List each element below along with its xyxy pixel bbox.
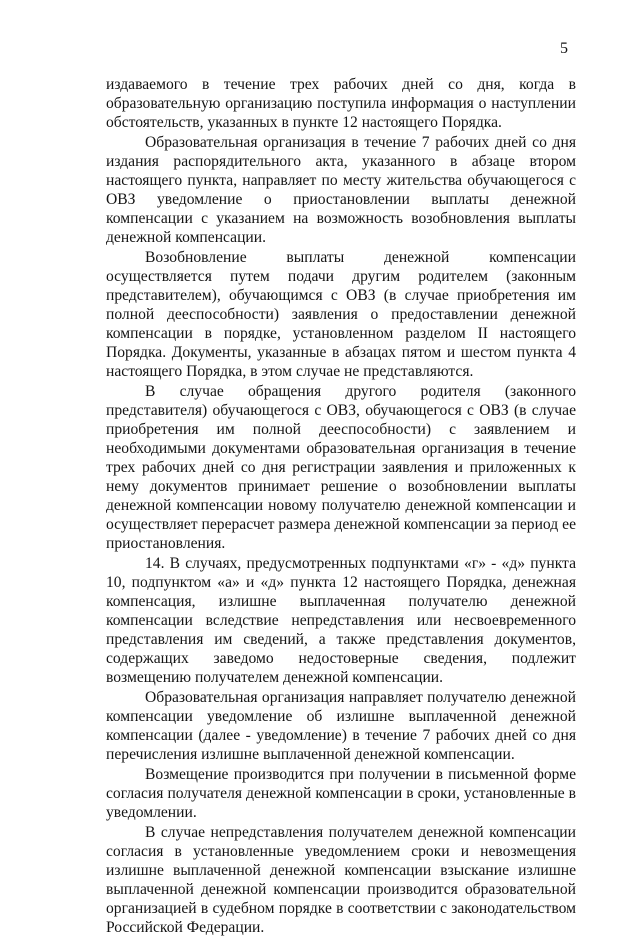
- paragraph-other-parent-request: В случае обращения другого родителя (законного представителя) обучающегося с ОВЗ, обучающегося с ОВЗ (в случае приобретения им полной дееспособности) с заявлением и необходимыми документами образовательная организация в течение трех рабочих дней со дня регистрации заявления и приложенных к нему документов принимает решение о возобновлении выплаты денежной компенсации новому получателю денежной компенсации и осуществляет перерасчет размера денежной компенсации за период ее приостановления.: [106, 383, 576, 552]
- paragraph-notification-suspension: Образовательная организация в течение 7 рабочих дней со дня издания распорядительного акта, указанного в абзаце втором настоящего пункта, направляет по месту жительства обучающегося с ОВЗ уведомление о приостановлении выплаты денежной компенсации с указанием на возможность возобновления выплаты денежной компенсации.: [106, 134, 576, 246]
- document-body: [106, 75, 576, 937]
- paragraph-resumption: Возобновление выплаты денежной компенсации осуществляется путем подачи другим родителем (законным представителем), обучающимся с ОВЗ (в случае приобретения им полной дееспособности) заявления о предоставлении денежной компенсации в порядке, установленном разделом II настоящего Порядка. Документы, указанные в абзацах пятом и шестом пункта 4 настоящего Порядка, в этом случае не представляются.: [106, 249, 576, 380]
- page-number: 5: [560, 40, 568, 57]
- paragraph-continuation: издаваемого в течение трех рабочих дней со дня, когда в образовательную организацию поступила информация о наступлении обстоятельств, указанных в пункте 12 настоящего Порядка.: [106, 76, 576, 131]
- paragraph-reimbursement-consent: Возмещение производится при получении в письменной форме согласия получателя денежной компенсации в сроки, установленные в уведомлении.: [106, 766, 576, 821]
- paragraph-court-recovery: В случае непредставления получателем денежной компенсации согласия в установленные уведомлением сроки и невозмещения излишне выплаченной денежной компенсации взыскание излишне выплаченной денежной компенсации производится образовательной организацией в судебном порядке в соответствии с законодательством Российской Федерации.: [106, 824, 576, 936]
- paragraph-item-14: 14. В случаях, предусмотренных подпунктами «г» - «д» пункта 10, подпунктом «а» и «д» пункта 12 настоящего Порядка, денежная компенсация, излишне выплаченная получателю денежной компенсации вследствие непредставления или несвоевременного представления им сведений, а также представления документов, содержащих заведомо недостоверные сведения, подлежит возмещению получателем денежной компенсации.: [106, 555, 576, 686]
- paragraph-overpayment-notice: Образовательная организация направляет получателю денежной компенсации уведомление об излишне выплаченной денежной компенсации (далее - уведомление) в течение 7 рабочих дней со дня перечисления излишне выплаченной денежной компенсации.: [106, 689, 576, 763]
